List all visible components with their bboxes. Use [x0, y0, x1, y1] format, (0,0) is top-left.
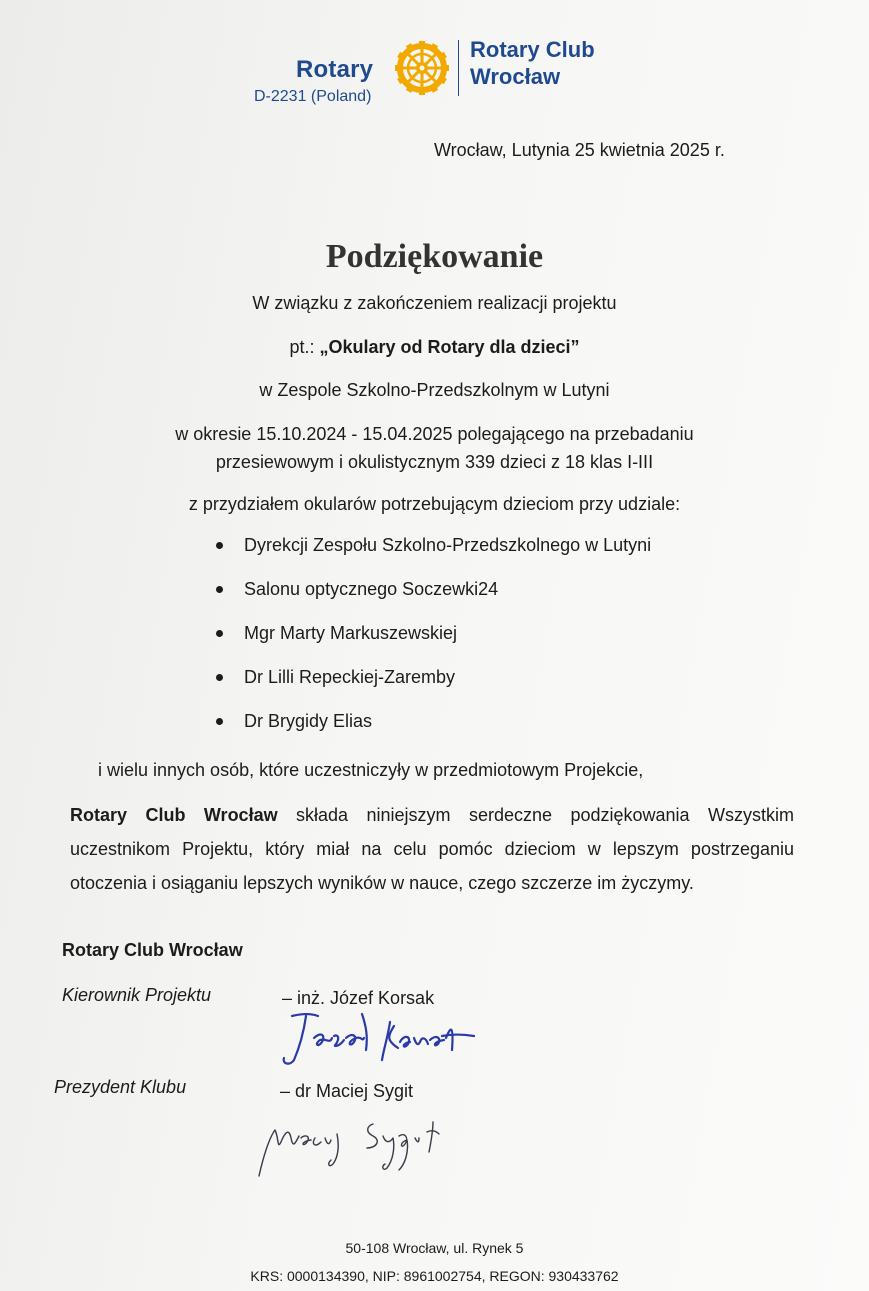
handwritten-signature-1 [270, 1008, 500, 1070]
project-prefix: pt.: [289, 337, 320, 357]
thanks-paragraph [70, 798, 794, 900]
list-item: Dyrekcji Zespołu Szkolno-Przedszkolnego w Lutyni [216, 534, 651, 578]
list-item: Dr Brygidy Elias [216, 710, 651, 754]
footer-address: 50-108 Wrocław, ul. Rynek 5 [345, 1240, 524, 1256]
list-item: Dr Lilli Repeckiej-Zaremby [216, 666, 651, 710]
logo-separator [458, 40, 459, 96]
intro-line-2 [0, 337, 869, 358]
logo-club-line1: Rotary Club [470, 37, 595, 62]
intro-line-6: z przydziałem okularów potrzebującym dzieciom przy udziale: [188, 494, 681, 514]
project-name: „Okulary od Rotary dla dzieci” [319, 337, 580, 357]
thanks-club-name: Rotary Club Wrocław [70, 805, 278, 825]
intro-line-4: w okresie 15.10.2024 - 15.04.2025 polegającego na przebadaniu [175, 424, 694, 444]
handwritten-signature-2 [255, 1108, 495, 1180]
list-item: Mgr Marty Markuszewskiej [216, 622, 651, 666]
logo-rotary-word: Rotary [296, 56, 374, 83]
intro-line-3: w Zespole Szkolno-Przedszkolnym w Lutyni [259, 380, 610, 400]
signature-club-name: Rotary Club Wrocław [62, 940, 243, 960]
logo-district: D-2231 (Poland) [254, 88, 372, 105]
document-title: Podziękowanie [325, 238, 544, 275]
date-line: Wrocław, Lutynia 25 kwietnia 2025 r. [434, 140, 725, 160]
list-item: Salonu optycznego Soczewki24 [216, 578, 651, 622]
rotary-logo [254, 36, 636, 116]
signatory-role-1: Kierownik Projektu [62, 985, 212, 1005]
intro-line-5: przesiewowym i okulistycznym 339 dzieci z 18 klas I-III [215, 452, 654, 472]
participants-list [216, 534, 651, 754]
signatory-role-2: Prezydent Klubu [54, 1077, 187, 1097]
intro-line-1: W związku z zakończeniem realizacji projektu [252, 293, 617, 313]
logo-club-line2: Wrocław [470, 64, 561, 89]
others-line: i wielu innych osób, które uczestniczyły w przedmiotowym Projekcie, [98, 760, 644, 780]
thanks-text: składa niniejszym serdeczne podziękowania Wszystkim uczestnikom Projektu, który miał na celu pomóc dzieciom w lepszym postrzeganiu otoczenia i osiąganiu lepszych wyników w nauce, czego szczerze im życzymy. [70, 805, 794, 893]
logo-club-name [470, 36, 595, 90]
signatory-name-1: – inż. Józef Korsak [282, 988, 435, 1008]
rotary-wheel-icon [394, 40, 450, 96]
signatory-name-2: – dr Maciej Sygit [280, 1081, 414, 1101]
footer-ids: KRS: 0000134390, NIP: 8961002754, REGON: 930433762 [250, 1268, 619, 1284]
